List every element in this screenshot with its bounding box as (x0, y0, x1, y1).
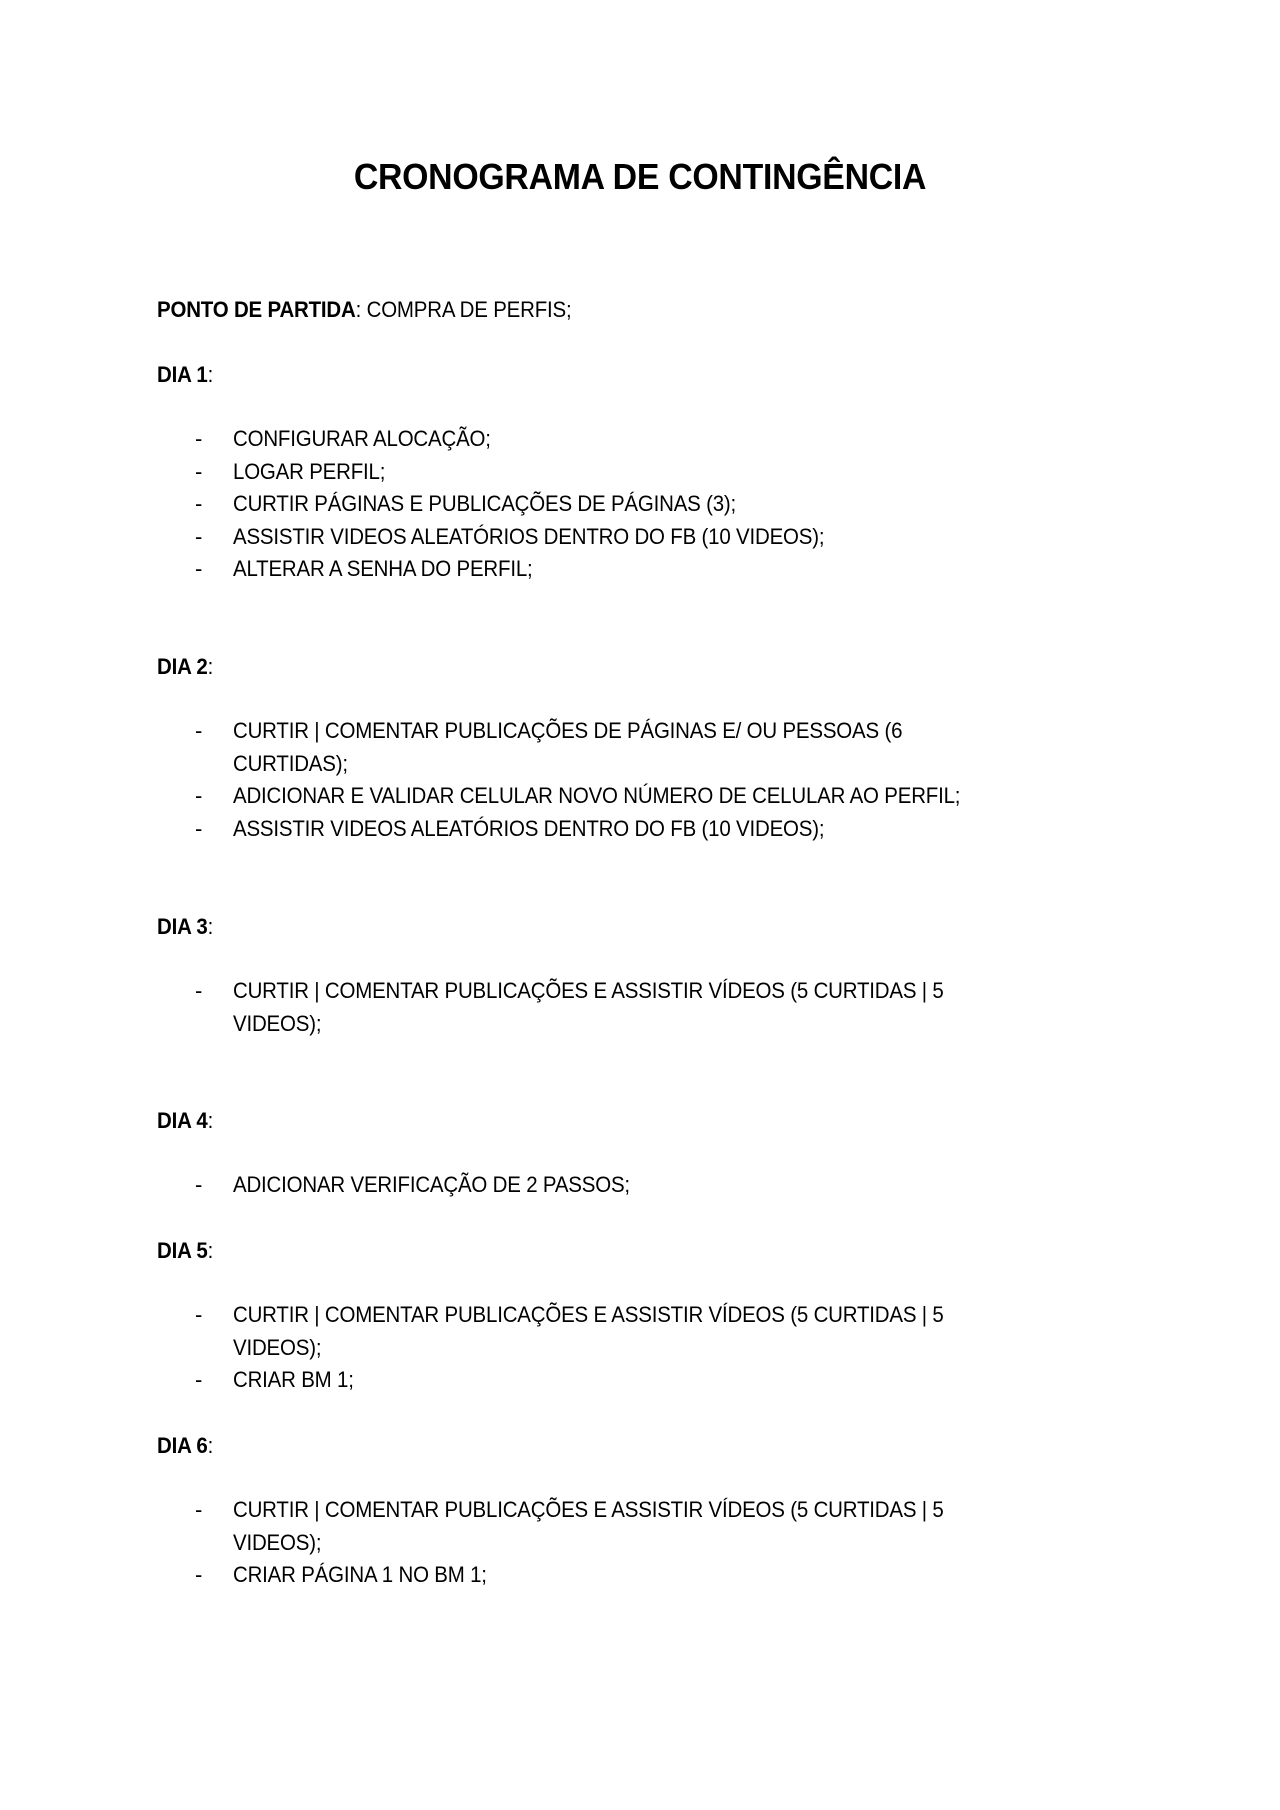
starting-point-separator: : (355, 297, 362, 322)
day-4-heading: DIA 4: (157, 1108, 214, 1133)
bullet-dash: - (195, 978, 203, 1003)
bullet-dash: - (195, 1302, 203, 1327)
day-2-heading: DIA 2: (157, 654, 214, 679)
bullet-dash: - (195, 783, 203, 808)
day-1-heading: DIA 1: (157, 362, 214, 387)
bullet-dash: - (195, 1367, 203, 1392)
bullet-dash: - (195, 1172, 203, 1197)
bullet-dash: - (195, 523, 203, 549)
starting-point (157, 294, 572, 326)
bullet-dash: - (195, 491, 203, 516)
bullet-dash: - (195, 1562, 203, 1587)
day-6-heading: DIA 6: (157, 1433, 214, 1458)
starting-point-value: COMPRA DE PERFIS; (361, 297, 572, 322)
bullet-dash: - (195, 458, 203, 484)
bullet-dash: - (195, 556, 203, 581)
bullet-dash: - (195, 718, 203, 743)
document-page: CRONOGRAMA DE CONTINGÊNCIA PONTO DE PARTIDA: COMPRA DE PERFIS; DIA 1: - CONFIGURAR ALOCAÇÃO; - LOGAR PERFIL; - CURTIR PÁGINAS E PUBLICAÇÕES DE PÁGINAS (3); - ASSISTIR VIDEOS ALEATÓRIOS DENTRO DO FB (10 VIDEOS); - ALTERAR A SENHA DO PERFIL; DIA 2: - CURTIR | COMENTAR PUBLICAÇÕES DE PÁGINAS E/ OU PESSOAS (6 CURTIDAS); - ADICIONAR E VALIDAR CELULAR NOVO NÚMERO DE CELULAR AO PERFIL; - ASSISTIR VIDEOS ALEATÓRIOS DENTRO DO FB (10 VIDEOS); DIA 3: - CURTIR | COMENTAR PUBLICAÇÕES E ASSISTIR VÍDEOS (5 CURTIDAS | 5 VIDEOS); DIA 4: - ADICIONAR VERIFICAÇÃO DE 2 PASSOS; DIA 5: - CURTIR | COMENTAR PUBLICAÇÕES E ASSISTIR VÍDEOS (5 CURTIDAS | 5 VIDEOS); - CRIAR BM 1; DIA 6: - CURTIR | COMENTAR PUBLICAÇÕES E ASSISTIR VÍDEOS (5 CURTIDAS | 5 VIDEOS); - CRIAR PÁGINA 1 NO BM 1; (0, 0, 1280, 1810)
day-5-heading: DIA 5: (157, 1238, 214, 1263)
document-title: CRONOGRAMA DE CONTINGÊNCIA (353, 156, 927, 197)
day-3-heading: DIA 3: (157, 914, 214, 939)
bullet-dash: - (195, 1497, 203, 1522)
starting-point-label: PONTO DE PARTIDA (157, 297, 356, 322)
bullet-dash: - (195, 426, 203, 451)
bullet-dash: - (195, 815, 203, 841)
